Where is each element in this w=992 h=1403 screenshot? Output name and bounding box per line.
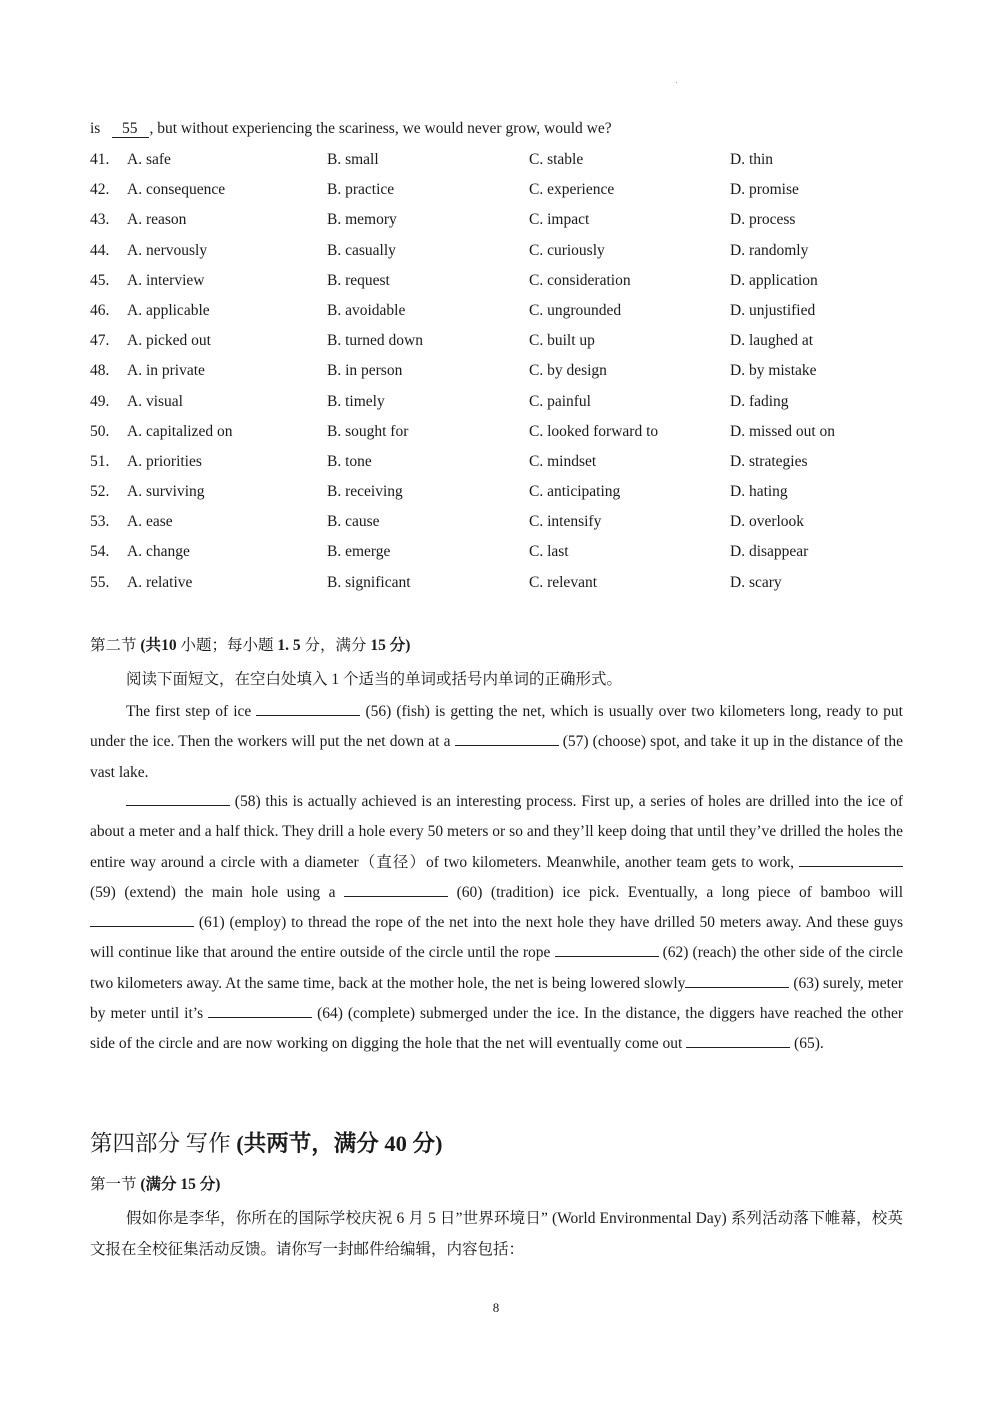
part-4-score: (共两节，满分 40 分): [236, 1131, 443, 1156]
section-2-instruction: 阅读下面短文，在空白处填入 1 个适当的单词或括号内单词的正确形式。: [126, 671, 623, 688]
option-d[interactable]: D. disappear: [730, 543, 809, 561]
option-d[interactable]: D. fading: [730, 392, 789, 410]
cloze-intro-line: [90, 120, 612, 138]
option-a[interactable]: A. interview: [127, 271, 205, 289]
passage-text: (62) (reach) the other side of the circle two kilometers away. At the same time, back at the mother hole, the net is being lowered slowly: [90, 944, 903, 992]
option-b[interactable]: B. avoidable: [327, 301, 406, 319]
passage-text: (61) (employ) to thread the rope of the net into the next hole they have drilled 50 meters away. And these guys will continue like that around the entire outside of the circle until the rope: [90, 914, 903, 962]
option-c[interactable]: C. consideration: [529, 271, 631, 289]
option-d[interactable]: D. randomly: [730, 241, 809, 259]
passage-text: (60) (tradition) ice pick. Eventually, a long piece of bamboo will: [448, 883, 904, 901]
passage-text: (59) (extend) the main hole using a: [90, 883, 345, 901]
part-4-title: 第四部分 写作: [90, 1131, 237, 1156]
option-c[interactable]: C. stable: [529, 151, 584, 168]
option-c[interactable]: C. built up: [529, 332, 595, 350]
passage-text: (63) surely, meter by meter until it’s: [90, 974, 904, 1023]
writing-prompt: 假如你是李华，你所在的国际学校庆祝 6 月 5 日”世界环境日” (World Environmental Day) 系列活动落下帷幕，校英文报在全校征集活动反馈。请你写一封邮件给编辑，内容包括：: [90, 1210, 903, 1258]
blank-59[interactable]: [799, 852, 903, 867]
part-4-heading: [90, 1126, 443, 1158]
blank-63[interactable]: [685, 973, 789, 988]
option-d[interactable]: D. laughed at: [730, 332, 814, 350]
option-d[interactable]: D. promise: [730, 181, 799, 199]
option-a[interactable]: A. capitalized on: [127, 422, 233, 440]
option-a[interactable]: A. applicable: [127, 301, 210, 319]
option-a[interactable]: A. in private: [127, 362, 205, 380]
subsection-1-label: 第一节: [90, 1176, 141, 1193]
passage-text: (64) (complete) submerged under the ice. In the distance, the diggers have reached the other side of the circle and are now working on digging the hole that the net will eventually come out: [90, 1005, 903, 1053]
passage-paragraph-2: [90, 787, 903, 1060]
option-b[interactable]: B. turned down: [327, 332, 424, 350]
option-a[interactable]: A. ease: [127, 513, 173, 531]
option-c[interactable]: C. experience: [529, 181, 615, 199]
heading-part: 小题；每小题: [176, 637, 278, 654]
question-number: 51.: [90, 452, 110, 470]
blank-55-number: 55: [121, 120, 138, 137]
option-d[interactable]: D. scary: [730, 573, 782, 591]
passage-paragraph-1: [90, 697, 903, 788]
option-a[interactable]: A. reason: [127, 211, 187, 229]
page-number: 8: [492, 1300, 500, 1315]
option-c[interactable]: C. painful: [529, 392, 591, 410]
option-b[interactable]: B. casually: [327, 241, 396, 259]
option-a[interactable]: A. relative: [127, 573, 193, 591]
option-d[interactable]: D. thin: [730, 151, 774, 168]
option-d[interactable]: D. process: [730, 211, 796, 229]
blank-65[interactable]: [686, 1033, 790, 1048]
option-a[interactable]: A. nervously: [127, 241, 208, 259]
blank-56[interactable]: [256, 701, 360, 716]
option-a[interactable]: A. consequence: [127, 181, 226, 199]
option-b[interactable]: B. cause: [327, 513, 380, 531]
question-number: 54.: [90, 543, 110, 561]
option-b[interactable]: B. timely: [327, 392, 385, 410]
option-d[interactable]: D. hating: [730, 483, 788, 501]
heading-part: 15: [370, 637, 386, 654]
section-2-heading: [90, 633, 410, 655]
heading-part: 分，满分: [300, 637, 371, 654]
option-b[interactable]: B. practice: [327, 181, 395, 199]
heading-part: 分): [385, 637, 411, 654]
subsection-1-heading: [90, 1172, 220, 1194]
option-b[interactable]: B. in person: [327, 362, 403, 380]
option-c[interactable]: C. ungrounded: [529, 301, 622, 319]
passage-text: The first step of ice: [126, 703, 257, 720]
passage-text: (65).: [790, 1035, 824, 1053]
blank-64[interactable]: [208, 1003, 312, 1018]
passage-text: (58) this is actually achieved is an interesting process. First up, a series of holes are drilled into the ice of about a meter and a half thick. They drill a hole every 50 meters or so and they’ll keep doing that until they’ve drilled the holes the entire way around a circle with a diameter（直径）of two kilometers. Meanwhile, another team gets to work,: [90, 793, 903, 871]
question-number: 47.: [90, 332, 110, 350]
section-2-label: 第二节: [90, 637, 141, 654]
scan-speck: [676, 82, 677, 83]
option-a[interactable]: A. safe: [127, 151, 171, 168]
question-number: 43.: [90, 211, 110, 229]
option-c[interactable]: C. looked forward to: [529, 422, 659, 440]
subsection-1-score: (满分 15 分): [140, 1176, 221, 1193]
question-number: 48.: [90, 362, 110, 380]
blank-58[interactable]: [126, 791, 230, 806]
option-b[interactable]: B. sought for: [327, 422, 409, 440]
heading-part: (共: [140, 637, 162, 654]
question-number: 52.: [90, 483, 110, 501]
question-number: 53.: [90, 513, 110, 531]
question-number: 42.: [90, 181, 110, 199]
option-c[interactable]: C. mindset: [529, 452, 597, 470]
question-number: 46.: [90, 301, 110, 319]
option-c[interactable]: C. relevant: [529, 573, 598, 591]
intro-after: , but without experiencing the scariness, we would never grow, would we?: [149, 120, 612, 137]
option-d[interactable]: D. unjustified: [730, 301, 816, 319]
passage-text: (57) (choose) spot, and take it up in the distance of the vast lake.: [90, 733, 903, 781]
option-d[interactable]: D. overlook: [730, 513, 805, 531]
heading-part: 1. 5: [277, 637, 301, 654]
option-b[interactable]: B. tone: [327, 452, 372, 470]
intro-before: is: [90, 120, 101, 137]
option-c[interactable]: C. curiously: [529, 241, 605, 259]
question-number: 45.: [90, 271, 110, 289]
option-a[interactable]: A. change: [127, 543, 190, 561]
question-number: 50.: [90, 422, 110, 440]
option-b[interactable]: B. receiving: [327, 483, 403, 501]
option-c[interactable]: C. by design: [529, 362, 607, 380]
question-number: 44.: [90, 241, 110, 259]
option-b[interactable]: B. memory: [327, 211, 397, 229]
option-b[interactable]: B. small: [327, 151, 379, 168]
option-d[interactable]: D. strategies: [730, 452, 808, 470]
option-d[interactable]: D. application: [730, 271, 818, 289]
option-d[interactable]: D. by mistake: [730, 362, 817, 380]
blank-62[interactable]: [555, 942, 659, 957]
heading-part: 10: [161, 637, 177, 654]
option-c[interactable]: C. impact: [529, 211, 590, 229]
option-a[interactable]: A. visual: [127, 392, 183, 410]
option-b[interactable]: B. significant: [327, 573, 411, 591]
option-a[interactable]: A. picked out: [127, 332, 211, 350]
option-d[interactable]: D. missed out on: [730, 422, 836, 440]
blank-55: [112, 121, 150, 138]
option-b[interactable]: B. request: [327, 271, 390, 289]
option-c[interactable]: C. intensify: [529, 513, 602, 531]
blank-61[interactable]: [90, 912, 194, 927]
question-number: 49.: [90, 392, 110, 410]
blank-60[interactable]: [344, 882, 448, 897]
option-a[interactable]: A. priorities: [127, 452, 202, 470]
blank-57[interactable]: [455, 731, 559, 746]
option-a[interactable]: A. surviving: [127, 483, 205, 501]
question-number: 41.: [90, 151, 110, 168]
question-number: 55.: [90, 573, 110, 591]
option-b[interactable]: B. emerge: [327, 543, 391, 561]
passage-text: (56) (fish) is getting the net, which is usually over two kilometers long, ready to put under the ice. Then the workers will put the net down at a: [90, 703, 903, 751]
option-c[interactable]: C. anticipating: [529, 483, 621, 501]
option-c[interactable]: C. last: [529, 543, 569, 561]
